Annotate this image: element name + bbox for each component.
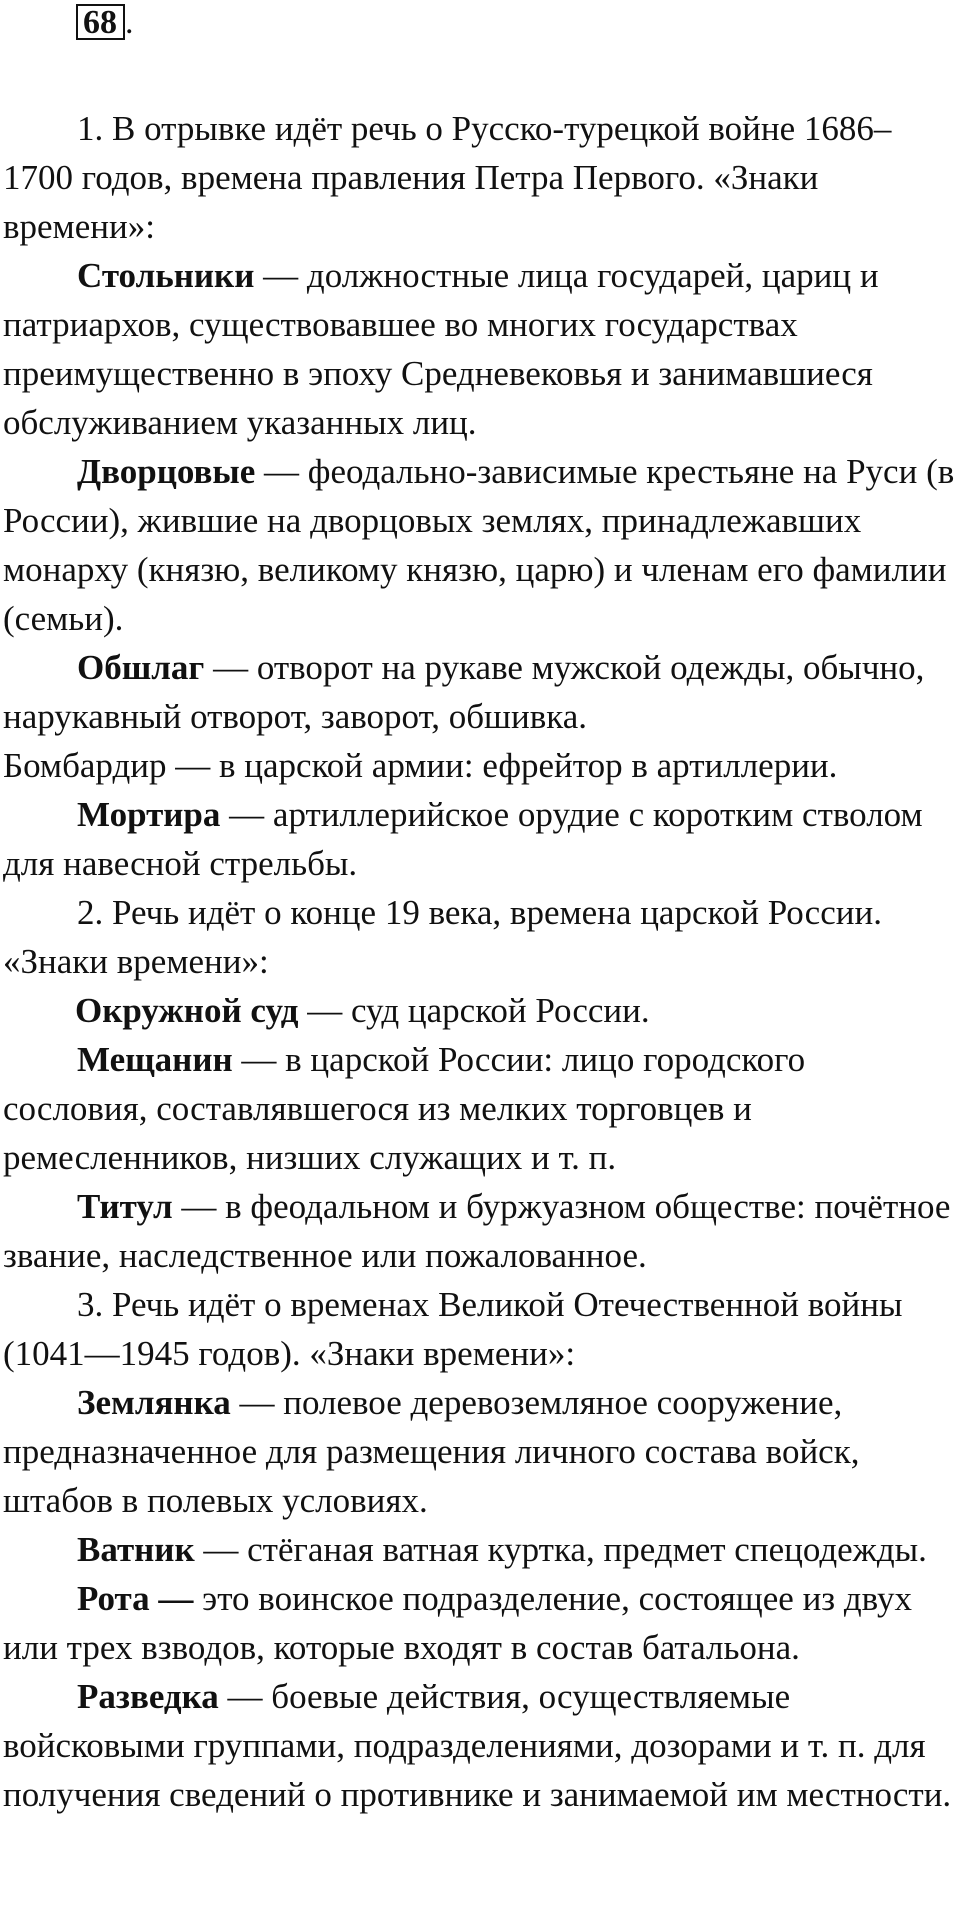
paragraph-meshchanin: [3, 1035, 955, 1182]
term: Окружной суд: [75, 991, 299, 1030]
paragraph-bombardir: [3, 741, 955, 790]
definition: — стёганая ватная куртка, предмет спецодежды.: [194, 1530, 927, 1569]
paragraph-stolniki: [3, 251, 955, 447]
paragraph-obshlag: [3, 643, 955, 741]
definition: это воинское подразделение, состоящее из двух или трех взводов, которые входят в состав батальона.: [3, 1579, 913, 1667]
term: Стольники: [77, 256, 255, 295]
term: Титул: [77, 1187, 173, 1226]
definition: — феодально-зависимые крестьяне на Руси (в России), жившие на дворцовых землях, принадлежавших монарху (князю, великому князю, царю) и членам его фамилии (семьи).: [3, 452, 955, 638]
definition: 2. Речь идёт о конце 19 века, времена царской России. «Знаки времени»:: [3, 893, 882, 981]
definition: — отворот на рукаве мужской одежды, обычно, нарукавный отворот, заворот, обшивка.: [3, 648, 925, 736]
definition: 3. Речь идёт о временах Великой Отечественной войны (1041—1945 годов). «Знаки времени»:: [3, 1285, 903, 1373]
exercise-number-box: 68: [76, 4, 125, 40]
exercise-number: [76, 4, 134, 41]
definition: — боевые действия, осуществляемые войсковыми группами, подразделениями, дозорами и т. п. для получения сведений о противнике и занимаемой им местности.: [3, 1677, 952, 1814]
term: Разведка: [77, 1677, 219, 1716]
paragraph-zemlyanka: [3, 1378, 955, 1525]
definition: — артиллерийское орудие с коротким стволом для навесной стрельбы.: [3, 795, 923, 883]
definition: — суд царской России.: [298, 991, 650, 1030]
definition: — должностные лица государей, цариц и патриархов, существовавшее во многих государствах преимущественно в эпоху Средневековья и занимавшиеся обслуживанием указанных лиц.: [3, 256, 879, 442]
paragraph-intro-3: [3, 1280, 955, 1378]
paragraph-vatnik: [3, 1525, 955, 1574]
definition: 1. В отрывке идёт речь о Русско-турецкой войне 1686–1700 годов, времена правления Петра Первого. «Знаки времени»:: [3, 109, 892, 246]
definition: — в феодальном и буржуазном обществе: почётное звание, наследственное или пожалованное.: [3, 1187, 951, 1275]
answer-text: [3, 104, 955, 1819]
paragraph-intro-1: [3, 104, 955, 251]
paragraph-okruzhnoy-sud: [3, 986, 955, 1035]
paragraph-intro-2: [3, 888, 955, 986]
term: Мещанин: [77, 1040, 233, 1079]
exercise-number-dot: .: [125, 4, 134, 41]
term: Дворцовые: [77, 452, 256, 491]
term: Обшлаг: [77, 648, 205, 687]
definition: Бомбардир — в царской армии: ефрейтор в артиллерии.: [3, 746, 838, 785]
definition: — полевое деревоземляное сооружение, предназначенное для размещения личного состава войск, штабов в полевых условиях.: [3, 1383, 860, 1520]
paragraph-rota: [3, 1574, 955, 1672]
term: Ватник: [77, 1530, 195, 1569]
term: Рота —: [77, 1579, 194, 1618]
paragraph-mortira: [3, 790, 955, 888]
paragraph-dvortsovye: [3, 447, 955, 643]
paragraph-titul: [3, 1182, 955, 1280]
definition: — в царской России: лицо городского сословия, составлявшегося из мелких торговцев и ремесленников, низших служащих и т. п.: [3, 1040, 806, 1177]
paragraph-razvedka: [3, 1672, 955, 1819]
term: Мортира: [77, 795, 221, 834]
term: Землянка: [77, 1383, 231, 1422]
